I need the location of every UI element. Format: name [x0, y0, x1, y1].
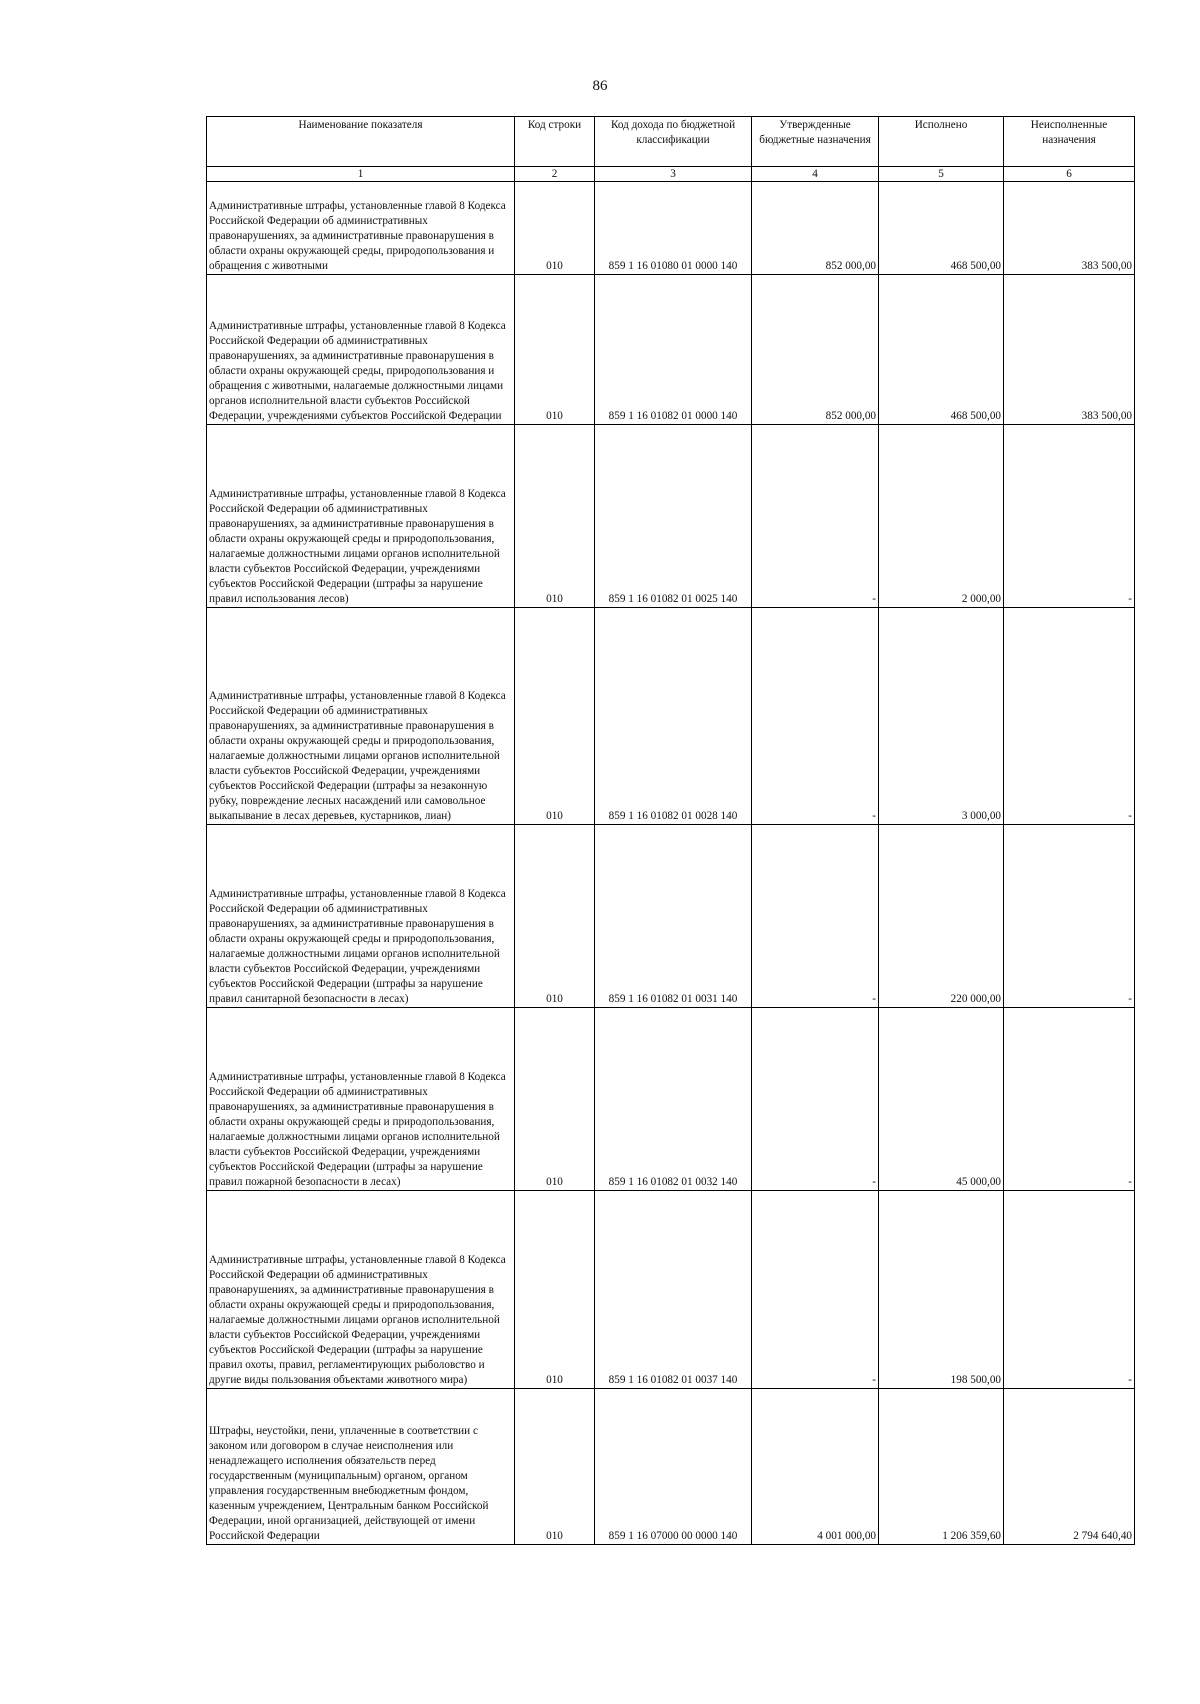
page-number: 86: [592, 78, 608, 94]
column-number: 4: [752, 167, 879, 182]
table-header-row: [207, 117, 1135, 167]
column-number: 1: [207, 167, 515, 182]
row-approved: -: [752, 425, 879, 608]
row-name: Административные штрафы, установленные главой 8 Кодекса Российской Федерации об административных правонарушениях, за административные правонарушения в области охраны окружающей среды и природопользования, налагаемые должностными лицами органов исполнительной власти субъектов Российской Федерации, учреждениями субъектов Российской Федерации (штрафы за нарушение правил охоты, правил, регламентирующих рыболовство и другие виды пользования объектами животного мира): [207, 1191, 515, 1389]
table-row: [207, 425, 1135, 608]
row-executed: 468 500,00: [879, 182, 1004, 275]
row-name: Административные штрафы, установленные главой 8 Кодекса Российской Федерации об административных правонарушениях, за административные правонарушения в области охраны окружающей среды, природопользования и обращения с животными, налагаемые должностными лицами органов исполнительной власти субъектов Российской Федерации, учреждениями субъектов Российской Федерации: [207, 275, 515, 425]
row-line-code: 010: [515, 608, 595, 825]
row-approved: 4 001 000,00: [752, 1389, 879, 1545]
row-income-code: 859 1 16 01082 01 0032 140: [595, 1008, 752, 1191]
row-income-code: 859 1 16 01082 01 0031 140: [595, 825, 752, 1008]
header-approved: Утвержденные бюджетные назначения: [752, 117, 879, 167]
row-approved: -: [752, 608, 879, 825]
row-approved: -: [752, 825, 879, 1008]
row-name: Административные штрафы, установленные главой 8 Кодекса Российской Федерации об административных правонарушениях, за административные правонарушения в области охраны окружающей среды и природопользования, налагаемые должностными лицами органов исполнительной власти субъектов Российской Федерации, учреждениями субъектов Российской Федерации (штрафы за нарушение правил использования лесов): [207, 425, 515, 608]
table-row: [207, 1191, 1135, 1389]
row-income-code: 859 1 16 07000 00 0000 140: [595, 1389, 752, 1545]
table-row: [207, 275, 1135, 425]
row-name: Административные штрафы, установленные главой 8 Кодекса Российской Федерации об административных правонарушениях, за административные правонарушения в области охраны окружающей среды и природопользования, налагаемые должностными лицами органов исполнительной власти субъектов Российской Федерации, учреждениями субъектов Российской Федерации (штрафы за нарушение правил пожарной безопасности в лесах): [207, 1008, 515, 1191]
row-unexecuted: 2 794 640,40: [1004, 1389, 1135, 1545]
row-executed: 198 500,00: [879, 1191, 1004, 1389]
row-unexecuted: 383 500,00: [1004, 275, 1135, 425]
row-income-code: 859 1 16 01082 01 0028 140: [595, 608, 752, 825]
row-income-code: 859 1 16 01082 01 0037 140: [595, 1191, 752, 1389]
row-executed: 220 000,00: [879, 825, 1004, 1008]
row-name: Штрафы, неустойки, пени, уплаченные в соответствии с законом или договором в случае неисполнения или ненадлежащего исполнения обязательств перед государственным (муниципальным) органом, органом управления государственным внебюджетным фондом, казенным учреждением, Центральным банком Российской Федерации, иной организацией, действующей от имени Российской Федерации: [207, 1389, 515, 1545]
row-executed: 45 000,00: [879, 1008, 1004, 1191]
row-approved: -: [752, 1191, 879, 1389]
row-executed: 1 206 359,60: [879, 1389, 1004, 1545]
row-approved: -: [752, 1008, 879, 1191]
header-unexecuted: Неисполненные назначения: [1004, 117, 1135, 167]
header-executed: Исполнено: [879, 117, 1004, 167]
row-approved: 852 000,00: [752, 182, 879, 275]
row-line-code: 010: [515, 1008, 595, 1191]
row-unexecuted: -: [1004, 425, 1135, 608]
row-unexecuted: -: [1004, 825, 1135, 1008]
row-name: Административные штрафы, установленные главой 8 Кодекса Российской Федерации об административных правонарушениях, за административные правонарушения в области охраны окружающей среды, природопользования и обращения с животными: [207, 182, 515, 275]
row-line-code: 010: [515, 825, 595, 1008]
column-number: 2: [515, 167, 595, 182]
row-unexecuted: -: [1004, 608, 1135, 825]
column-number: 3: [595, 167, 752, 182]
column-number: 5: [879, 167, 1004, 182]
row-income-code: 859 1 16 01080 01 0000 140: [595, 182, 752, 275]
row-line-code: 010: [515, 1389, 595, 1545]
row-executed: 2 000,00: [879, 425, 1004, 608]
row-name: Административные штрафы, установленные главой 8 Кодекса Российской Федерации об административных правонарушениях, за административные правонарушения в области охраны окружающей среды и природопользования, налагаемые должностными лицами органов исполнительной власти субъектов Российской Федерации, учреждениями субъектов Российской Федерации (штрафы за нарушение правил санитарной безопасности в лесах): [207, 825, 515, 1008]
row-executed: 468 500,00: [879, 275, 1004, 425]
header-income-code: Код дохода по бюджетной классификации: [595, 117, 752, 167]
budget-execution-table: [206, 116, 1135, 1545]
row-approved: 852 000,00: [752, 275, 879, 425]
row-unexecuted: -: [1004, 1191, 1135, 1389]
row-line-code: 010: [515, 425, 595, 608]
header-line-code: Код строки: [515, 117, 595, 167]
row-unexecuted: -: [1004, 1008, 1135, 1191]
row-income-code: 859 1 16 01082 01 0000 140: [595, 275, 752, 425]
row-executed: 3 000,00: [879, 608, 1004, 825]
table-row: [207, 1389, 1135, 1545]
table-row: [207, 1008, 1135, 1191]
row-line-code: 010: [515, 182, 595, 275]
table-row: [207, 608, 1135, 825]
table-row: [207, 182, 1135, 275]
row-line-code: 010: [515, 275, 595, 425]
row-line-code: 010: [515, 1191, 595, 1389]
column-number: 6: [1004, 167, 1135, 182]
row-income-code: 859 1 16 01082 01 0025 140: [595, 425, 752, 608]
column-number-row: [207, 167, 1135, 182]
row-name: Административные штрафы, установленные главой 8 Кодекса Российской Федерации об административных правонарушениях, за административные правонарушения в области охраны окружающей среды и природопользования, налагаемые должностными лицами органов исполнительной власти субъектов Российской Федерации, учреждениями субъектов Российской Федерации (штрафы за незаконную рубку, повреждение лесных насаждений или самовольное выкапывание в лесах деревьев, кустарников, лиан): [207, 608, 515, 825]
header-name: Наименование показателя: [207, 117, 515, 167]
table-row: [207, 825, 1135, 1008]
row-unexecuted: 383 500,00: [1004, 182, 1135, 275]
